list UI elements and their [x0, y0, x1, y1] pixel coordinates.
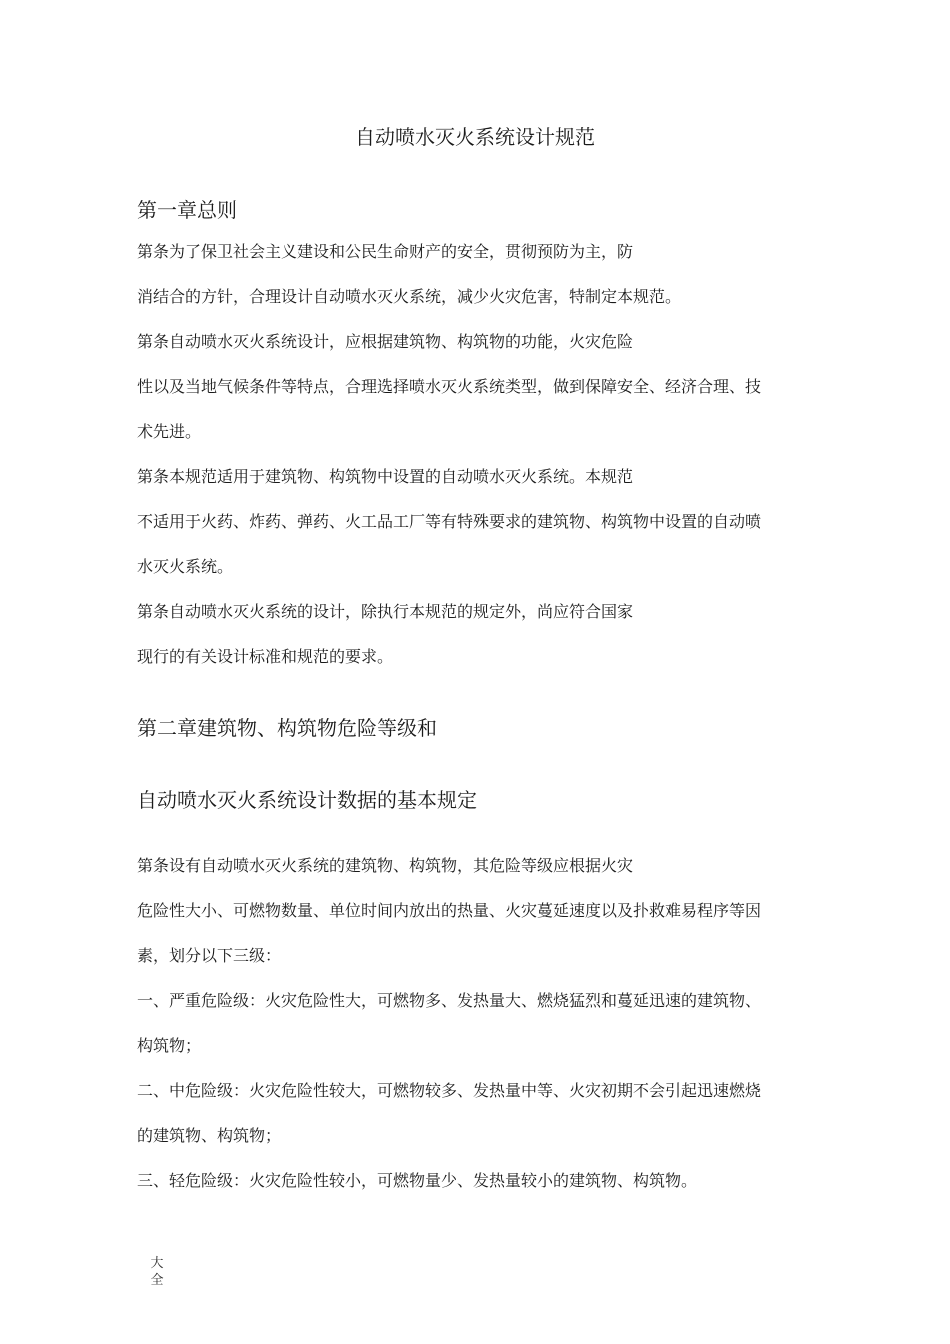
page-footer [149, 1255, 165, 1289]
paragraph-line: 危险性大小、可燃物数量、单位时间内放出的热量、火灾蔓延速度以及扑救难易程序等因 [137, 901, 762, 920]
paragraph-line: 水灭火系统。 [137, 557, 234, 576]
chapter-1-heading: 第一章总则 [137, 198, 237, 222]
paragraph-line: 不适用于火药、炸药、弹药、火工品工厂等有特殊要求的建筑物、构筑物中设置的自动喷 [137, 512, 762, 531]
paragraph-line: 一、严重危险级：火灾危险性大，可燃物多、发热量大、燃烧猛烈和蔓延迅速的建筑物、 [137, 991, 762, 1010]
paragraph-line: 的建筑物、构筑物； [137, 1126, 282, 1145]
paragraph-line: 消结合的方针，合理设计自动喷水灭火系统，减少火灾危害，特制定本规范。 [137, 287, 682, 306]
paragraph-line: 第条自动喷水灭火系统的设计，除执行本规范的规定外，尚应符合国家 [137, 602, 634, 621]
footer-char: 大 [150, 1256, 164, 1271]
paragraph-line: 构筑物； [137, 1036, 202, 1055]
paragraph-line: 三、轻危险级：火灾危险性较小，可燃物量少、发热量较小的建筑物、构筑物。 [137, 1171, 698, 1190]
paragraph-line: 第条本规范适用于建筑物、构筑物中设置的自动喷水灭火系统。本规范 [137, 467, 634, 486]
chapter-2-heading-line1: 第二章建筑物、构筑物危险等级和 [137, 716, 437, 740]
paragraph-line: 第条自动喷水灭火系统设计，应根据建筑物、构筑物的功能，火灾危险 [137, 332, 634, 351]
paragraph-line: 素，划分以下三级： [137, 946, 282, 965]
paragraph-line: 二、中危险级：火灾危险性较大，可燃物较多、发热量中等、火灾初期不会引起迅速燃烧 [137, 1081, 762, 1100]
footer-char: 全 [150, 1273, 164, 1288]
chapter-2-heading-line2: 自动喷水灭火系统设计数据的基本规定 [137, 788, 477, 812]
paragraph-line: 术先进。 [137, 422, 202, 441]
paragraph-line: 现行的有关设计标准和规范的要求。 [137, 647, 394, 666]
document-title: 自动喷水灭火系统设计规范 [355, 125, 595, 149]
paragraph-line: 第条为了保卫社会主义建设和公民生命财产的安全，贯彻预防为主，防 [137, 242, 634, 261]
paragraph-line: 第条设有自动喷水灭火系统的建筑物、构筑物，其危险等级应根据火灾 [137, 856, 634, 875]
paragraph-line: 性以及当地气候条件等特点，合理选择喷水灭火系统类型，做到保障安全、经济合理、技 [137, 377, 762, 396]
